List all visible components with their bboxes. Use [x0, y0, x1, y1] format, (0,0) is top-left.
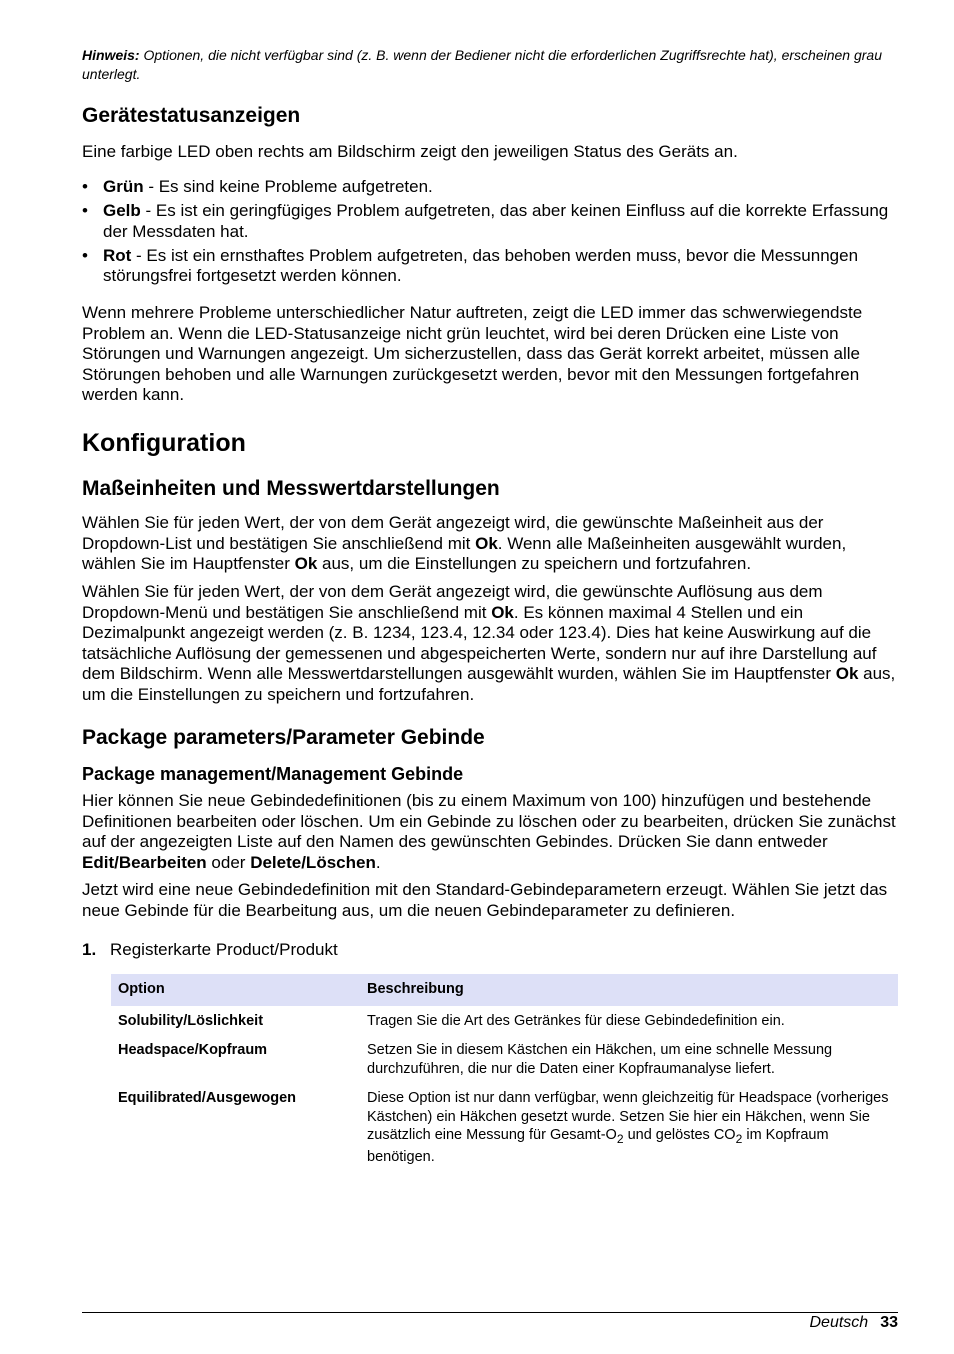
note-text: Optionen, die nicht verfügbar sind (z. B. wenn der Bediener nicht die erforderlichen Zugriffsrechte hat), erscheinen grau unterlegt.: [82, 47, 882, 82]
bullet-icon: •: [82, 201, 88, 220]
list-item-yellow: • Gelb - Es ist ein geringfügiges Problem aufgetreten, das aber keinen Einfluss auf die korrekte Erfassung der Messdaten hat.: [82, 201, 889, 241]
option-name: Headspace/Kopfraum: [118, 1042, 268, 1058]
options-table: [111, 974, 898, 1172]
list-item-red: • Rot - Es ist ein ernsthaftes Problem aufgetreten, das behoben werden muss, bevor die Messunngen störungsfrei fortgesetzt werden können.: [82, 245, 859, 285]
column-header-description: Beschreibung: [360, 974, 898, 1006]
table-row: [111, 1006, 898, 1036]
table-row: [111, 1035, 898, 1083]
units-paragraph-2: Wählen Sie für jeden Wert, der von dem Gerät angezeigt wird, die gewünschte Auflösung aus dem Dropdown-Menü und bestätigen Sie anschließend mit Ok. Es können maximal 4 Stellen und ein Dezimalpunkt angezeigt werden (z. B. 1234, 123.4, 12.34 oder 123.4). Dies hat keine Auswirkung auf die tatsächliche Auflösung der gemessenen und abgespeicherten Werte, sondern nur auf ihre Darstellung auf dem Bildschirm. Wenn alle Messwertdarstellungen ausgewählt wurden, wählen Sie im Hauptfenster Ok aus, um die Einstellungen zu speichern und fortzufahren.: [82, 582, 896, 704]
step-item: [82, 940, 338, 960]
subsection-title-package-management: Package management/Management Gebinde: [82, 764, 464, 784]
status-list: [82, 177, 898, 290]
footer-divider: [82, 1312, 898, 1313]
package-paragraph-2: Jetzt wird eine neue Gebindedefinition mit den Standard-Gebindeparametern erzeugt. Wählen Sie jetzt das neue Gebinde für die Bearbeitung aus, um die neuen Gebindeparameter zu definieren.: [82, 880, 888, 920]
note-label: Hinweis:: [82, 47, 140, 63]
option-description: Diese Option ist nur dann verfügbar, wenn gleichzeitig für Headspace (vorheriges Kästchen) ein Häkchen gesetzt wurde. Setzen Sie hier ein Häkchen, wenn Sie zusätzlich eine Messung für Gesamt-$O_2$ und gelöstes $CO_2$ im Kopfraum benötigen.: [367, 1090, 889, 1166]
option-description: Tragen Sie die Art des Getränkes für diese Gebindedefinition ein.: [367, 1012, 785, 1029]
page-footer: [810, 1313, 899, 1333]
footer-language: Deutsch: [809, 1314, 869, 1331]
bullet-icon: •: [82, 245, 88, 265]
option-description: Setzen Sie in diesem Kästchen ein Häkchen, um eine schnelle Messung durchzuführen, die nur die Daten einer Kopfraumanalyse liefert.: [367, 1042, 833, 1077]
package-paragraph-1: Hier können Sie neue Gebindedefinitionen (bis zu einem Maximum von 100) hinzufügen und bestehende Definitionen bearbeiten oder löschen. Um ein Gebinde zu löschen oder zu bearbeiten, drücken Sie zunächst auf der angezeigten Liste auf den Namen des gewünschten Gebindes. Drücken Sie dann entweder Edit/Bearbeiten oder Delete/Löschen.: [82, 791, 896, 872]
option-name: Equilibrated/Ausgewogen: [118, 1090, 297, 1106]
section-title-package: Package parameters/Parameter Gebinde: [82, 726, 485, 749]
bullet-icon: •: [82, 177, 88, 196]
table-header-row: [111, 974, 898, 1006]
table-row: [111, 1083, 898, 1172]
status-paragraph: Wenn mehrere Probleme unterschiedlicher Natur auftreten, zeigt die LED immer das schwerwiegendste Problem an. Wenn die LED-Statusanzeige nicht grün leuchtet, wird bei deren Drücken eine Liste von Störungen und Warnungen angezeigt. Um sicherzustellen, dass das Gerät korrekt arbeitet, müssen alle Störungen behoben und alle Warnungen zurückgesetzt werden, bevor mit den Messungen fortgefahren werden kann.: [82, 303, 863, 404]
column-header-option: Option: [111, 974, 360, 1006]
page-number: 33: [880, 1314, 898, 1331]
note-paragraph: [82, 46, 898, 84]
step-number: 1.: [82, 940, 97, 959]
option-name: Solubility/Löslichkeit: [118, 1012, 264, 1029]
step-text: Registerkarte Product/Produkt: [110, 940, 338, 959]
section-title-status: Gerätestatusanzeigen: [82, 104, 301, 127]
chapter-title-configuration: Konfiguration: [82, 429, 246, 457]
list-item-green: • Grün - Es sind keine Probleme aufgetreten.: [82, 177, 433, 196]
units-paragraph-1: Wählen Sie für jeden Wert, der von dem Gerät angezeigt wird, die gewünschte Maßeinheit aus der Dropdown-List und bestätigen Sie anschließend mit Ok. Wenn alle Maßeinheiten ausgewählt wurden, wählen Sie im Hauptfenster Ok aus, um die Einstellungen zu speichern und fortzufahren.: [82, 513, 847, 573]
status-intro: Eine farbige LED oben rechts am Bildschirm zeigt den jeweiligen Status des Geräts an.: [82, 142, 738, 161]
section-title-units: Maßeinheiten und Messwertdarstellungen: [82, 477, 500, 500]
